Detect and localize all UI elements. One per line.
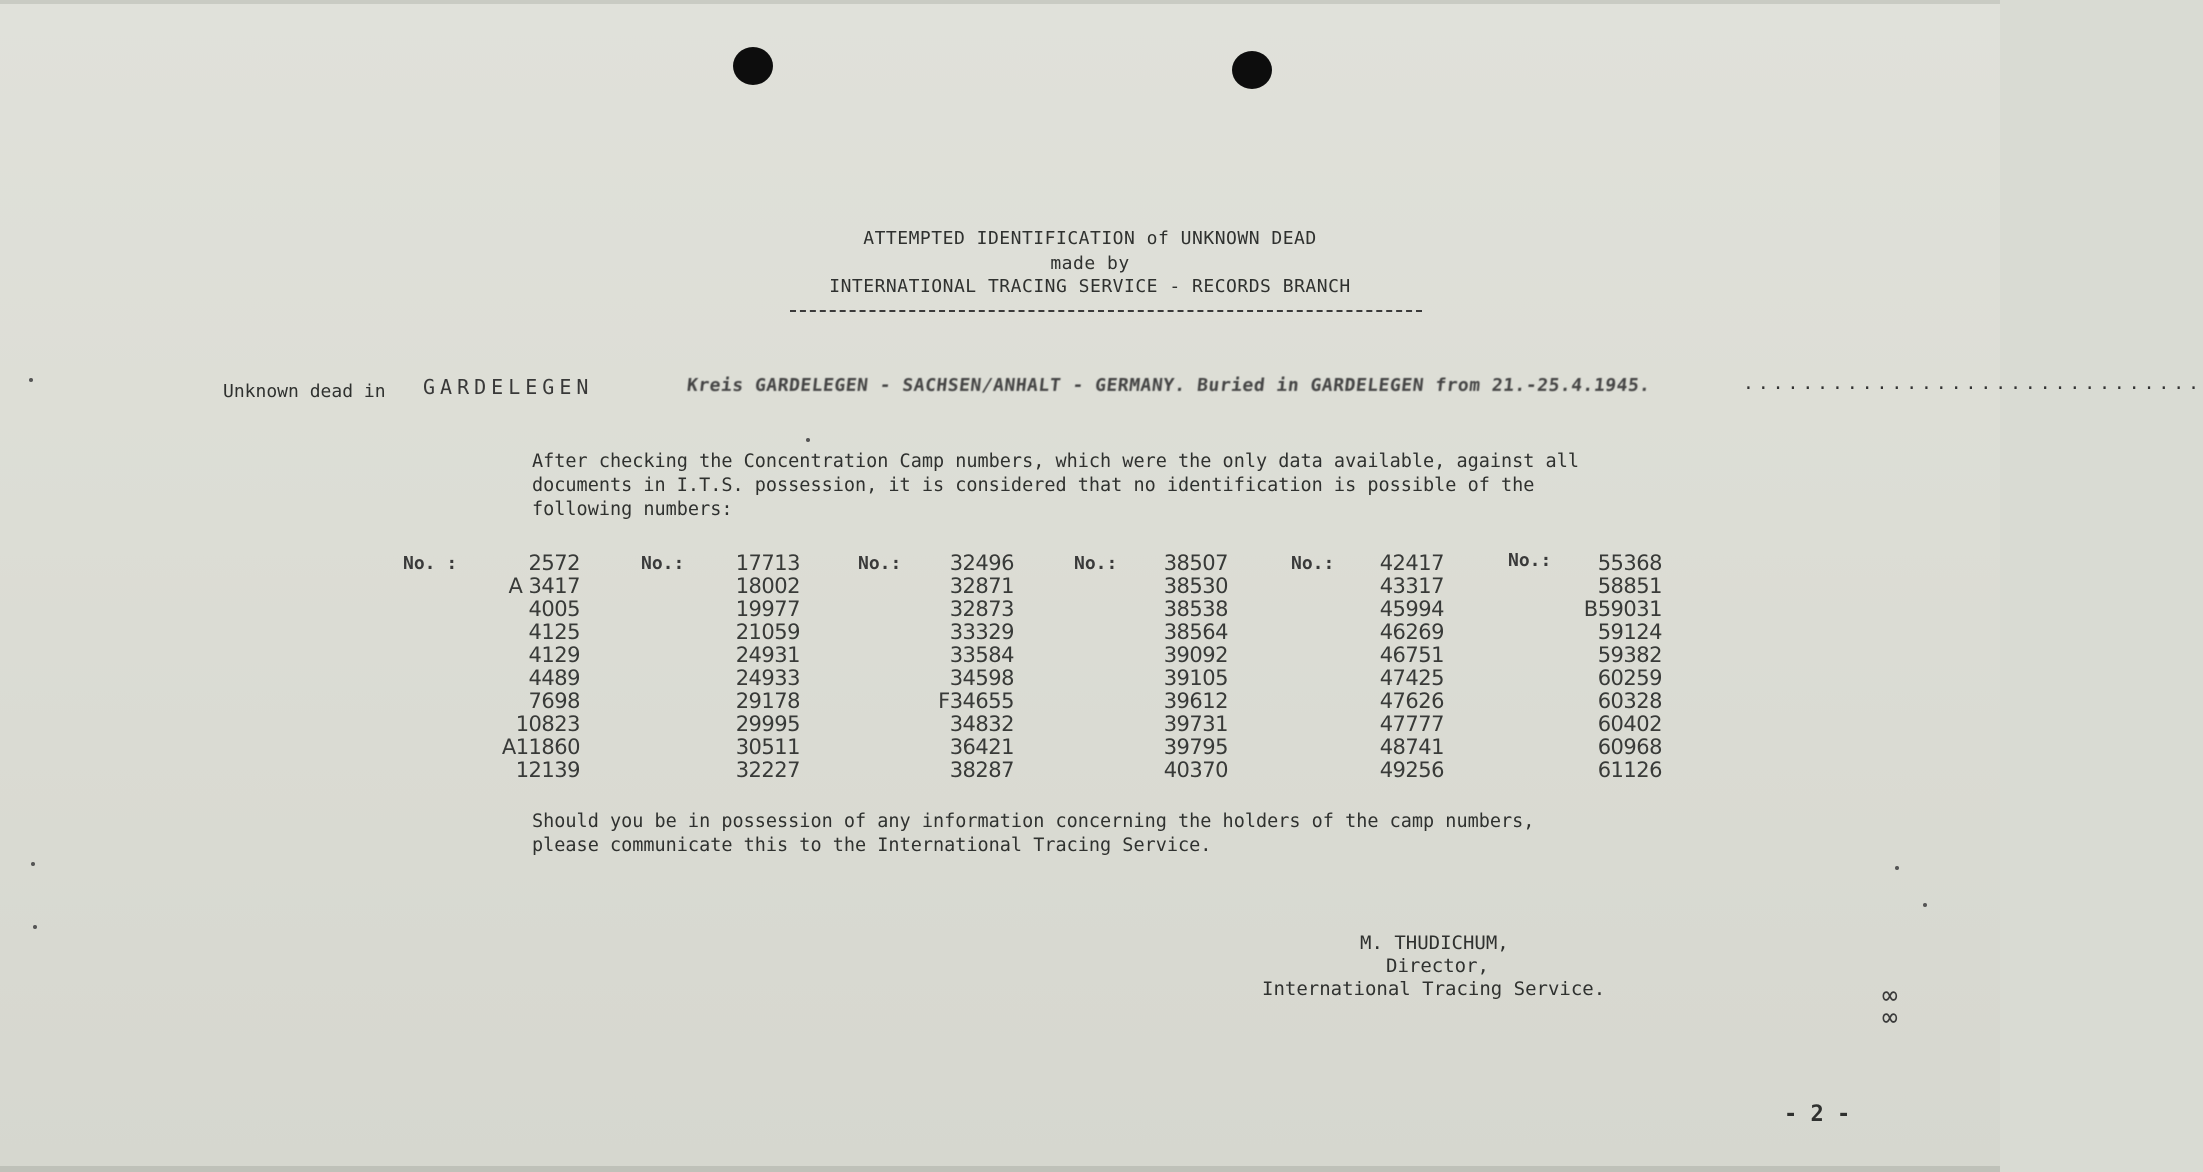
camp-number: 38507	[1163, 551, 1228, 575]
column-label: No.:	[1291, 553, 1335, 574]
camp-number: 38287	[949, 758, 1014, 782]
column-label: No.:	[1508, 550, 1552, 571]
margin-speck	[1895, 866, 1899, 870]
number-column	[700, 552, 800, 782]
punch-hole-right	[1232, 51, 1272, 89]
unknown-dead-line	[223, 373, 2203, 405]
camp-number: 30511	[735, 735, 800, 759]
closing-line: please communicate this to the International Tracing Service.	[532, 835, 1212, 856]
title-line-3: INTERNATIONAL TRACING SERVICE - RECORDS BRANCH	[829, 276, 1351, 297]
camp-number: 38538	[1163, 597, 1228, 621]
unknown-dead-label: Unknown dead in	[223, 381, 386, 402]
camp-number: 46269	[1379, 620, 1444, 644]
camp-number: 60328	[1597, 689, 1662, 713]
camp-number: 47425	[1379, 666, 1444, 690]
margin-speck	[33, 925, 37, 929]
camp-number: 59124	[1597, 620, 1662, 644]
camp-number: 19977	[735, 597, 800, 621]
page-top-edge	[0, 0, 2000, 4]
number-column	[1560, 552, 1662, 782]
camp-number: 47626	[1379, 689, 1444, 713]
signatory-organization: International Tracing Service.	[1262, 978, 1606, 1000]
camp-number: 10823	[515, 712, 580, 736]
camp-number: 49256	[1379, 758, 1444, 782]
camp-number: 34598	[949, 666, 1014, 690]
closing-line: Should you be in possession of any information concerning the holders of the camp numbers,	[532, 811, 1535, 832]
camp-number: 4125	[528, 620, 580, 644]
page-number: - 2 -	[1784, 1102, 1851, 1127]
camp-number: 46751	[1379, 643, 1444, 667]
burial-place: GARDELEGEN	[423, 375, 594, 399]
camp-number: 45994	[1379, 597, 1444, 621]
number-column	[1344, 552, 1444, 782]
camp-number: 59382	[1597, 643, 1662, 667]
camp-number: 43317	[1379, 574, 1444, 598]
title-line-1: ATTEMPTED IDENTIFICATION of UNKNOWN DEAD	[863, 228, 1317, 249]
number-column	[480, 552, 580, 782]
closing-paragraph	[532, 810, 1772, 858]
camp-number: 4005	[528, 597, 580, 621]
camp-number: A11860	[501, 735, 580, 759]
signatory-title: Director,	[1386, 955, 1489, 977]
leader-dots: ...............................	[1743, 373, 2203, 394]
intro-line: documents in I.T.S. possession, it is considered that no identification is possible of the	[532, 475, 1535, 496]
camp-number: 24931	[735, 643, 800, 667]
column-label: No.:	[858, 553, 902, 574]
column-label: No.:	[641, 553, 685, 574]
title-line-2: made by	[1050, 253, 1130, 274]
camp-number: 61126	[1597, 758, 1662, 782]
margin-mark-upper: ∞	[1882, 981, 1898, 1011]
number-column	[1128, 552, 1228, 782]
camp-number: 18002	[735, 574, 800, 598]
camp-number: 39092	[1163, 643, 1228, 667]
camp-number: 60968	[1597, 735, 1662, 759]
camp-number: 33584	[949, 643, 1014, 667]
camp-number: 38564	[1163, 620, 1228, 644]
camp-number: 7698	[528, 689, 580, 713]
camp-number: 39612	[1163, 689, 1228, 713]
camp-number: 39795	[1163, 735, 1228, 759]
camp-number: 2572	[528, 551, 580, 575]
signatory-name: M. THUDICHUM,	[1360, 932, 1509, 954]
camp-number: B59031	[1583, 597, 1662, 621]
camp-number: 55368	[1597, 551, 1662, 575]
punch-hole-left	[733, 47, 773, 85]
camp-number: 32871	[949, 574, 1014, 598]
camp-number: 4489	[528, 666, 580, 690]
margin-mark-lower: ∞	[1882, 1003, 1898, 1033]
camp-number: 29178	[735, 689, 800, 713]
camp-number: A 3417	[508, 574, 580, 598]
camp-number: 39105	[1163, 666, 1228, 690]
camp-number: 60259	[1597, 666, 1662, 690]
number-column	[910, 552, 1014, 782]
burial-detail: Kreis GARDELEGEN - SACHSEN/ANHALT - GERMANY. Buried in GARDELEGEN from 21.-25.4.1945.	[685, 375, 1652, 396]
camp-number: 21059	[735, 620, 800, 644]
margin-speck	[29, 378, 33, 382]
column-label: No. :	[403, 553, 458, 574]
camp-number: 32873	[949, 597, 1014, 621]
camp-number: F34655	[938, 689, 1014, 713]
camp-number: 38530	[1163, 574, 1228, 598]
title-underline	[790, 310, 1422, 312]
intro-line: After checking the Concentration Camp numbers, which were the only data available, against all	[532, 451, 1579, 472]
camp-number: 48741	[1379, 735, 1444, 759]
camp-number: 32227	[735, 758, 800, 782]
intro-line: following numbers:	[532, 499, 733, 520]
camp-number: 17713	[735, 551, 800, 575]
camp-number: 4129	[528, 643, 580, 667]
camp-number: 60402	[1597, 712, 1662, 736]
camp-number: 32496	[949, 551, 1014, 575]
camp-number: 12139	[515, 758, 580, 782]
margin-speck	[1923, 903, 1927, 907]
camp-number: 24933	[735, 666, 800, 690]
camp-number: 47777	[1379, 712, 1444, 736]
camp-number: 40370	[1163, 758, 1228, 782]
camp-number: 42417	[1379, 551, 1444, 575]
camp-number: 34832	[949, 712, 1014, 736]
camp-number: 58851	[1597, 574, 1662, 598]
margin-mark	[1882, 981, 1898, 1033]
camp-number: 39731	[1163, 712, 1228, 736]
column-label: No.:	[1074, 553, 1118, 574]
camp-number: 36421	[949, 735, 1014, 759]
camp-number: 29995	[735, 712, 800, 736]
margin-speck	[31, 862, 35, 866]
camp-number: 33329	[949, 620, 1014, 644]
intro-paragraph	[532, 450, 1772, 522]
page-bottom-edge	[0, 1166, 2000, 1172]
margin-speck	[806, 438, 810, 442]
